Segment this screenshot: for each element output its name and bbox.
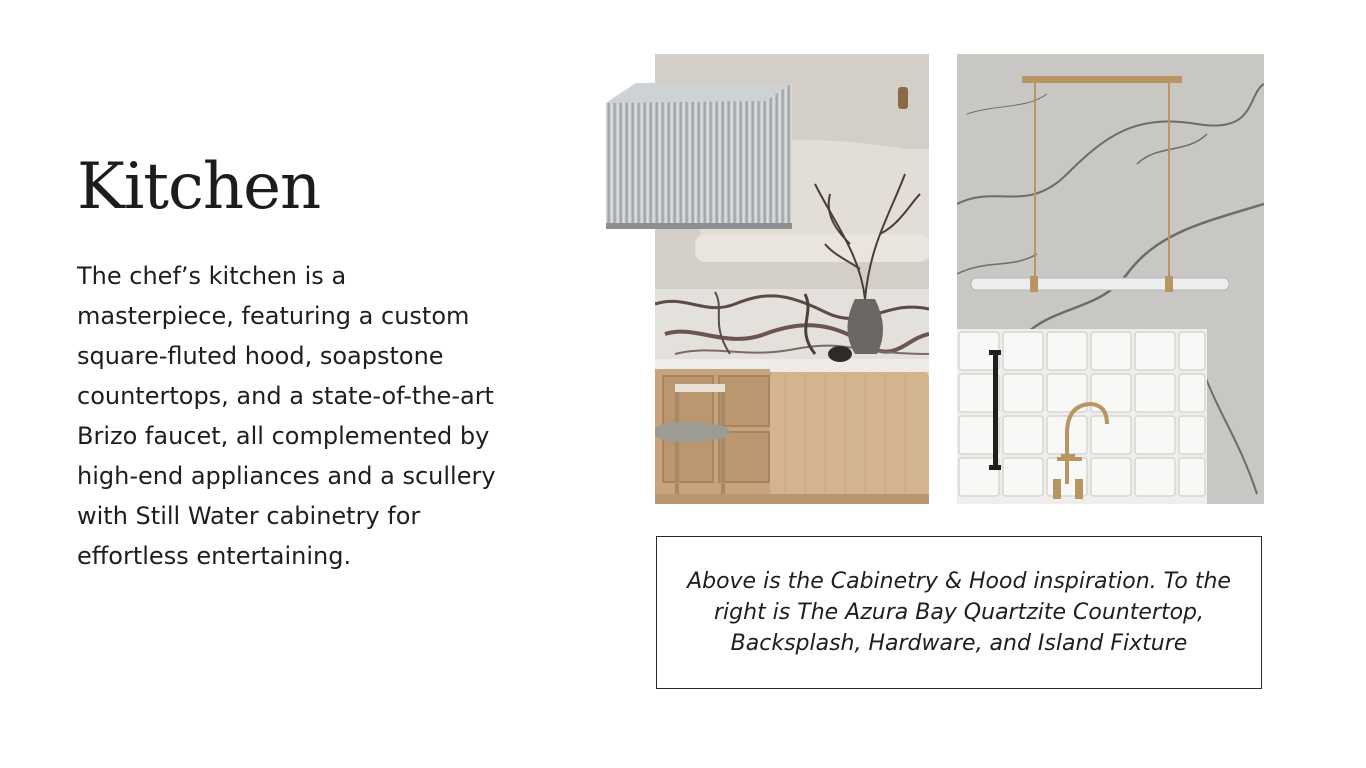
slide-title: Kitchen — [77, 150, 321, 224]
caption-box — [656, 536, 1262, 689]
kitchen-description: The chef’s kitchen is a masterpiece, featuring a custom square-fluted hood, soapstone countertops, and a state-of-the-art Brizo faucet, all complemented by high-end appliances and a scullery with Still Water cabinetry for effortless entertaining. — [77, 262, 496, 570]
fluted-hood-image — [606, 83, 792, 229]
caption-text: Above is the Cabinetry & Hood inspiration. To the right is The Azura Bay Quartzite Countertop, Backsplash, Hardware, and Island Fixture — [687, 569, 1231, 656]
quartzite-countertop-photo — [957, 54, 1264, 504]
